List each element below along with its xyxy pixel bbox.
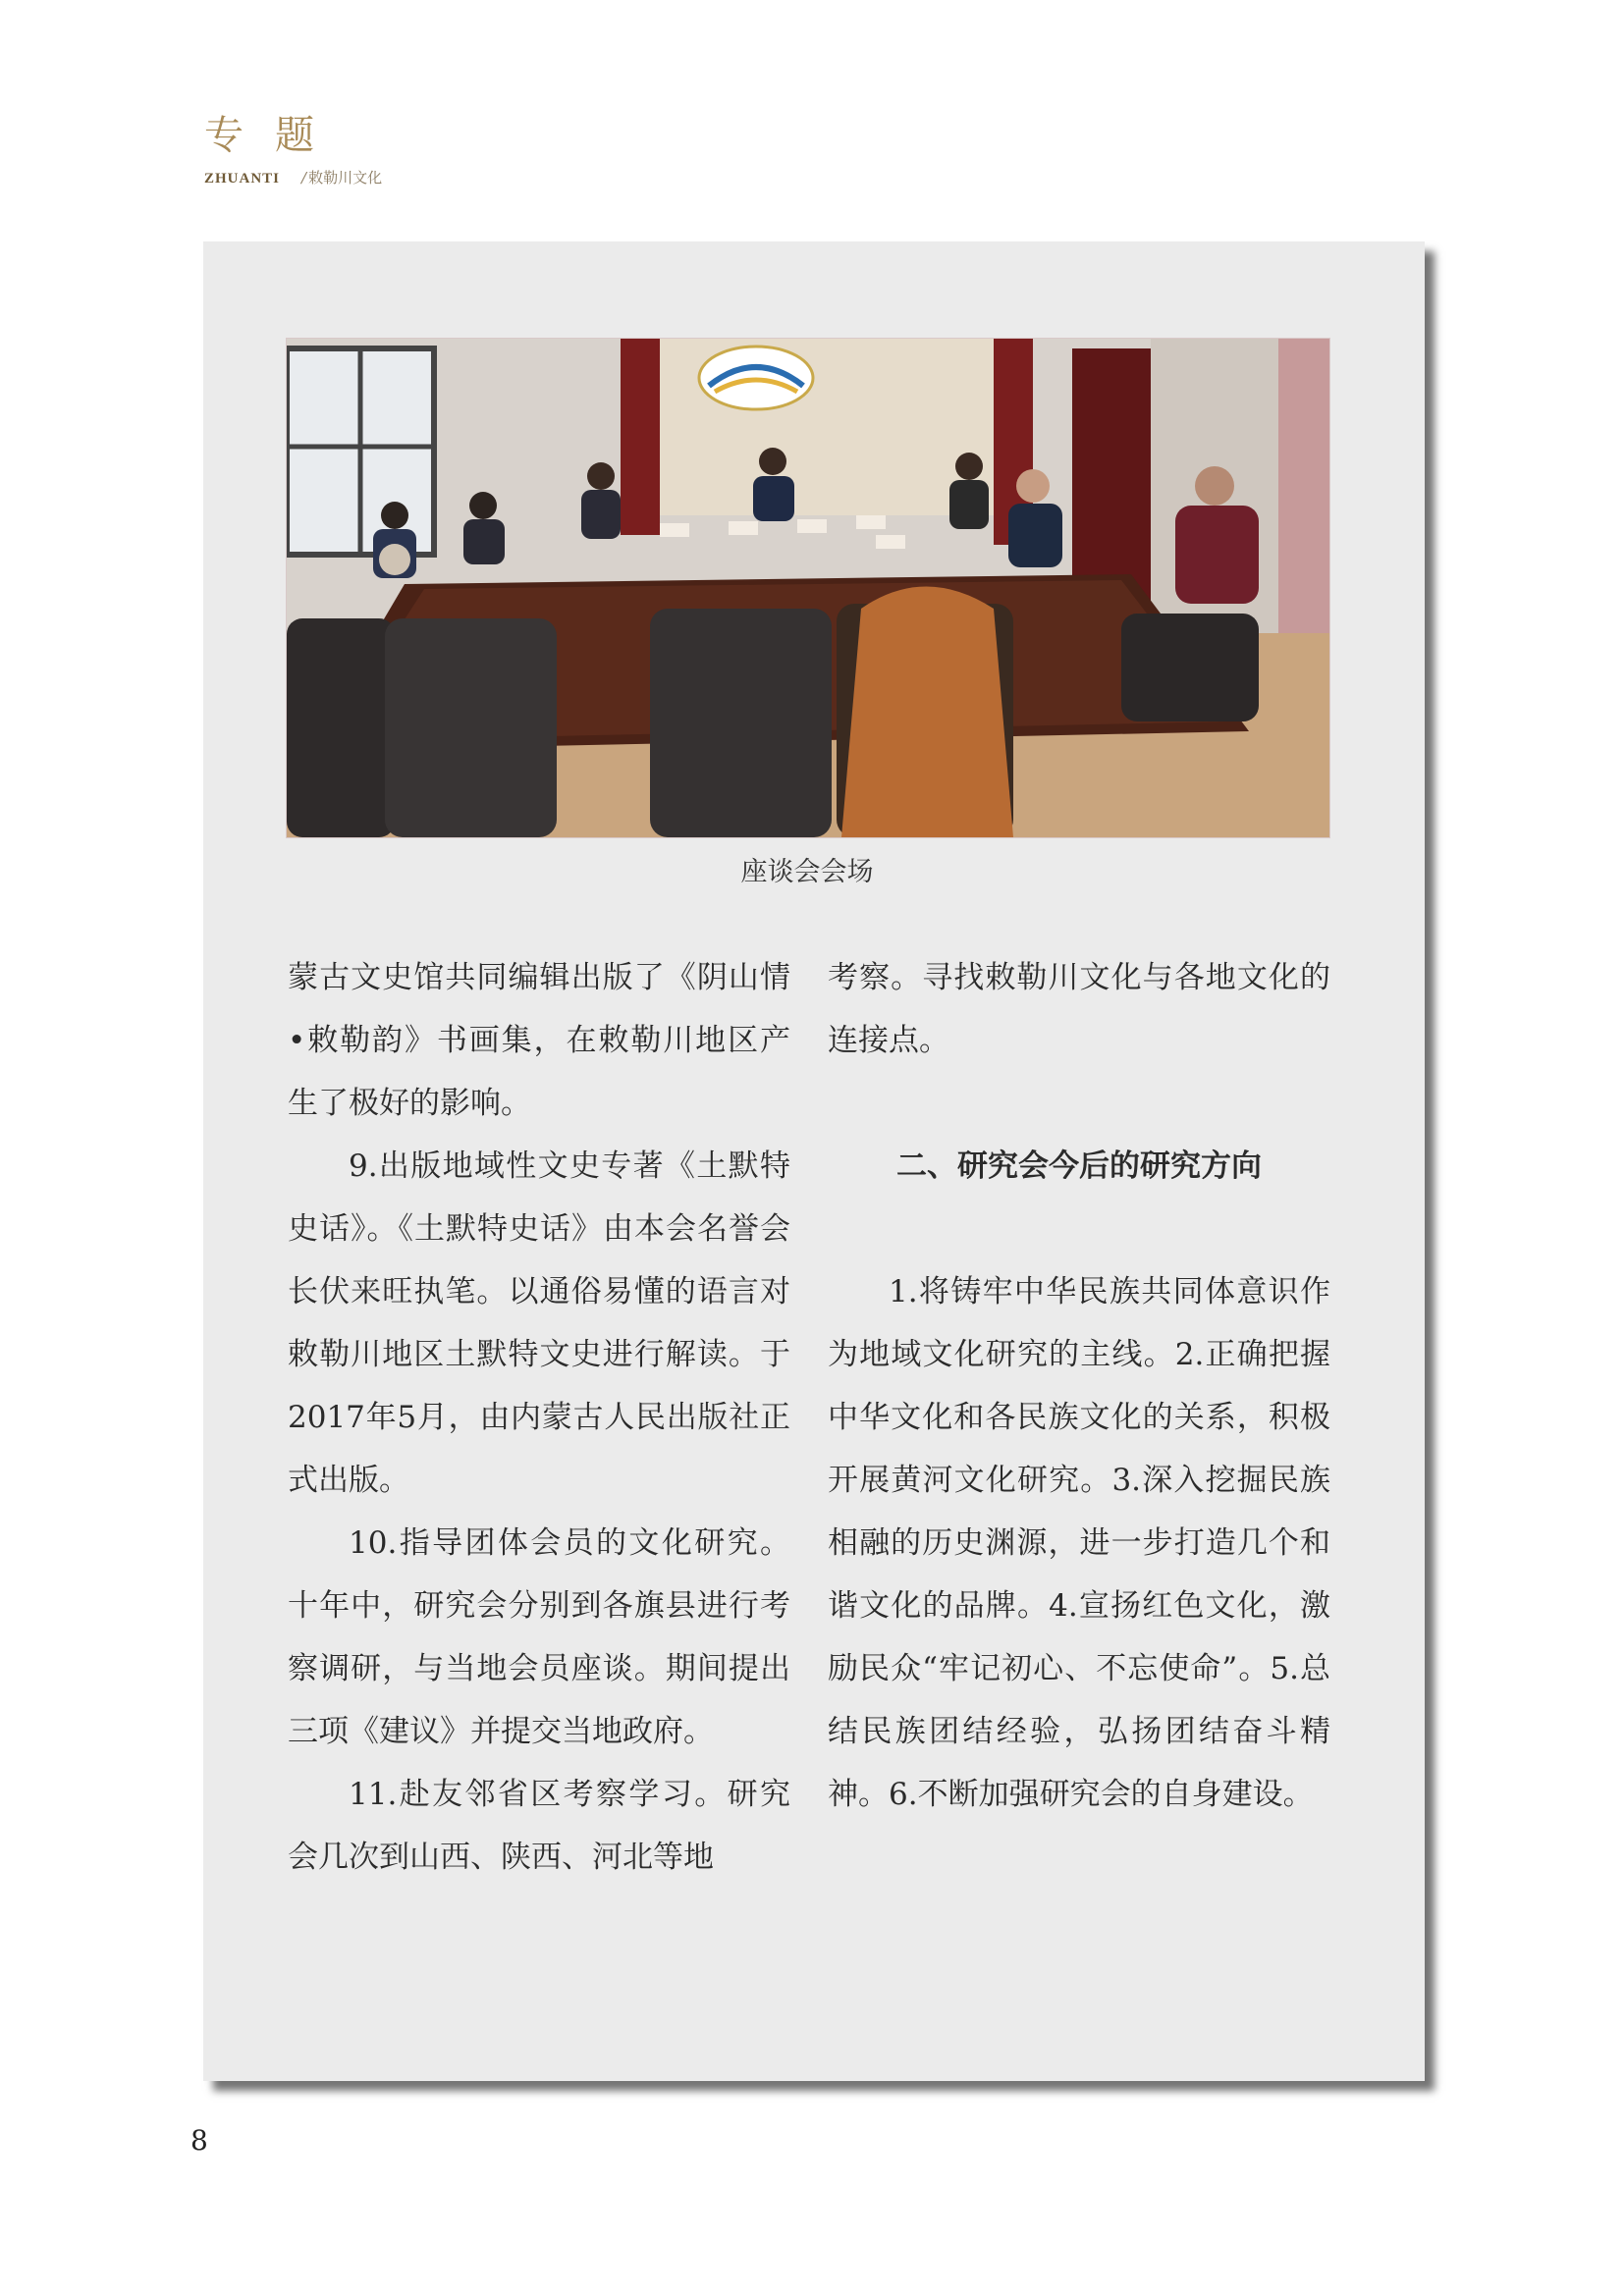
- section-topic: [301, 167, 382, 187]
- section-subtitle: [204, 167, 382, 187]
- section-heading: 二、研究会今后的研究方向: [896, 1148, 1262, 1184]
- section-subtitle-en: ZHUANTI: [204, 171, 281, 187]
- section-title: 专题: [204, 113, 346, 158]
- left-column: [288, 946, 790, 1889]
- page-header: [204, 113, 383, 187]
- paragraph: 11.赴友邻省区考察学习。研究会几次到山西、陕西、河北等地: [288, 1777, 790, 1875]
- slash-mark: /: [301, 169, 307, 187]
- page-number: 8: [190, 2124, 208, 2157]
- paragraph: 蒙古文史馆共同编辑出版了《阴山情•敕勒韵》书画集，在敕勒川地区产生了极好的影响。: [288, 960, 790, 1121]
- meeting-photo: [286, 338, 1330, 838]
- paragraph: 10.指导团体会员的文化研究。十年中，研究会分别到各旗县进行考察调研，与当地会员座谈。期间提出三项《建议》并提交当地政府。: [288, 1525, 790, 1749]
- paragraph: 考察。寻找敕勒川文化与各地文化的连接点。: [828, 960, 1330, 1058]
- right-column: [828, 946, 1330, 1826]
- photo-caption: 座谈会会场: [740, 857, 874, 887]
- paragraph: 9.出版地域性文史专著《土默特史话》。《土默特史话》由本会名誉会长伏来旺执笔。以通俗易懂的语言对敕勒川地区土默特文史进行解读。于2017年5月，由内蒙古人民出版社正式出版。: [288, 1148, 790, 1498]
- content-panel: [203, 241, 1425, 2081]
- meeting-photo-illustration: [287, 339, 1329, 837]
- paragraph: 1.将铸牢中华民族共同体意识作为地域文化研究的主线。2.正确把握中华文化和各民族文化的关系，积极开展黄河文化研究。3.深入挖掘民族相融的历史渊源，进一步打造几个和谐文化的品牌。4.宣扬红色文化，激励民众“牢记初心、不忘使命”。5.总结民族团结经验，弘扬团结奋斗精神。6.不断加强研究会的自身建设。: [828, 1274, 1330, 1812]
- section-topic-text: 敕勒川文化: [308, 169, 383, 187]
